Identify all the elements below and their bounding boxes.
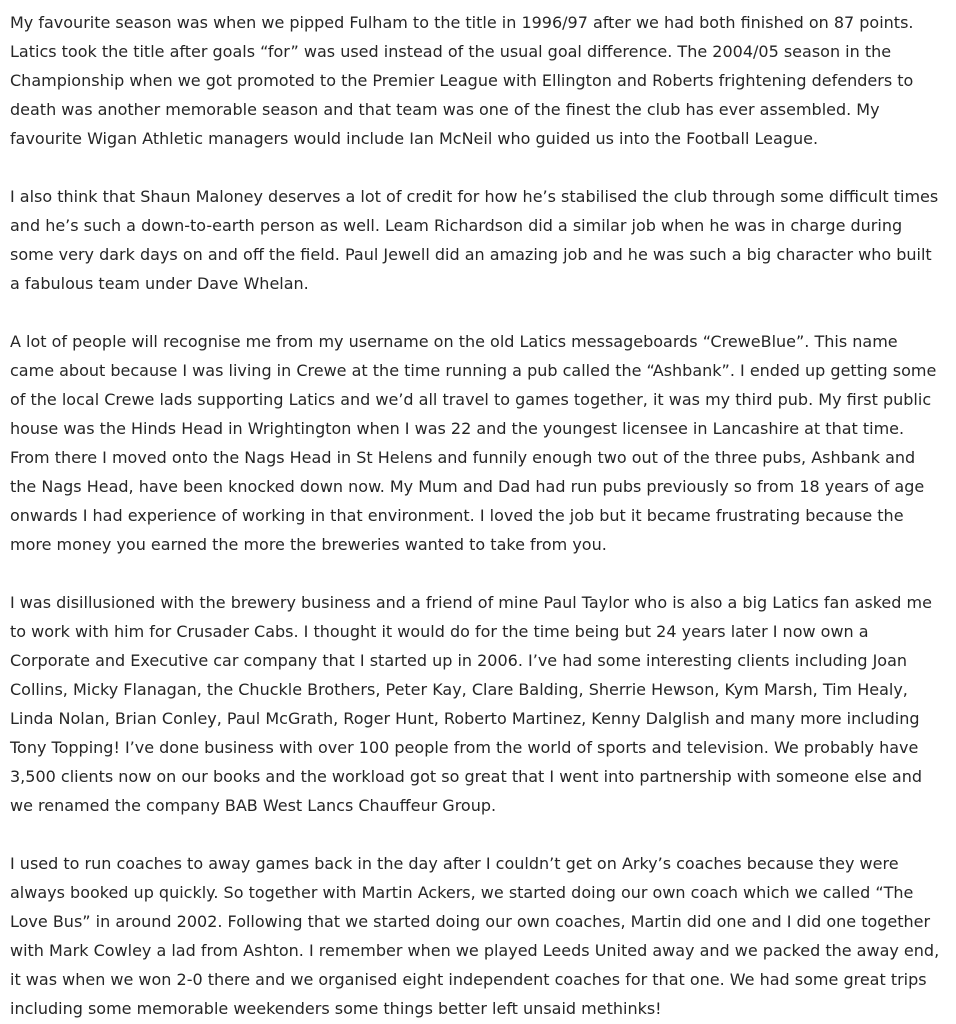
paragraph-away-coaches: I used to run coaches to away games back in the day after I couldn’t get on Arky’s coaches because they were always booked up quickly. So together with Martin Ackers, we started doing our own coach which we called “The Love Bus” in around 2002. Following that we started doing our own coaches, Martin did one and I did one together with Mark Cowley a lad from Ashton. I remember when we played Leeds United away and we packed the away end, it was when we won 2-0 there and we organised eight independent coaches for that one. We had some great trips including some memorable weekenders some things better left unsaid methinks! [10,854,940,1018]
paragraph-creweblue-pubs: A lot of people will recognise me from my username on the old Latics messageboards “CreweBlue”. This name came about because I was living in Crewe at the time running a pub called the “Ashbank”. I ended up getting some of the local Crewe lads supporting Latics and we’d all travel to games together, it was my third pub. My first public house was the Hinds Head in Wrightington when I was 22 and the youngest licensee in Lancashire at that time. From there I moved onto the Nags Head in St Helens and funnily enough two out of the three pubs, Ashbank and the Nags Head, have been knocked down now. My Mum and Dad had run pubs previously so from 18 years of age onwards I had experience of working in that environment. I loved the job but it became frustrating because the more money you earned the more the breweries wanted to take from you. [10,332,937,554]
paragraph-favourite-season: My favourite season was when we pipped Fulham to the title in 1996/97 after we had both finished on 87 points. Latics took the title after goals “for” was used instead of the usual goal difference. The 2004/05 season in the Championship when we got promoted to the Premier League with Ellington and Roberts frightening defenders to death was another memorable season and that team was one of the finest the club has ever assembled. My favourite Wigan Athletic managers would include Ian McNeil who guided us into the Football League. [10,13,914,148]
paragraph-managers: I also think that Shaun Maloney deserves a lot of credit for how he’s stabilised the club through some difficult times and he’s such a down-to-earth person as well. Leam Richardson did a similar job when he was in charge during some very dark days on and off the field. Paul Jewell did an amazing job and he was such a big character who built a fabulous team under Dave Whelan. [10,187,939,293]
paragraph-car-company: I was disillusioned with the brewery business and a friend of mine Paul Taylor who is also a big Latics fan asked me to work with him for Crusader Cabs. I thought it would do for the time being but 24 years later I now own a Corporate and Executive car company that I started up in 2006. I’ve had some interesting clients including Joan Collins, Micky Flanagan, the Chuckle Brothers, Peter Kay, Clare Balding, Sherrie Hewson, Kym Marsh, Tim Healy, Linda Nolan, Brian Conley, Paul McGrath, Roger Hunt, Roberto Martinez, Kenny Dalglish and many more including Tony Topping! I’ve done business with over 100 people from the world of sports and television. We probably have 3,500 clients now on our books and the workload got so great that I went into partnership with someone else and we renamed the company BAB West Lancs Chauffeur Group. [10,593,932,815]
